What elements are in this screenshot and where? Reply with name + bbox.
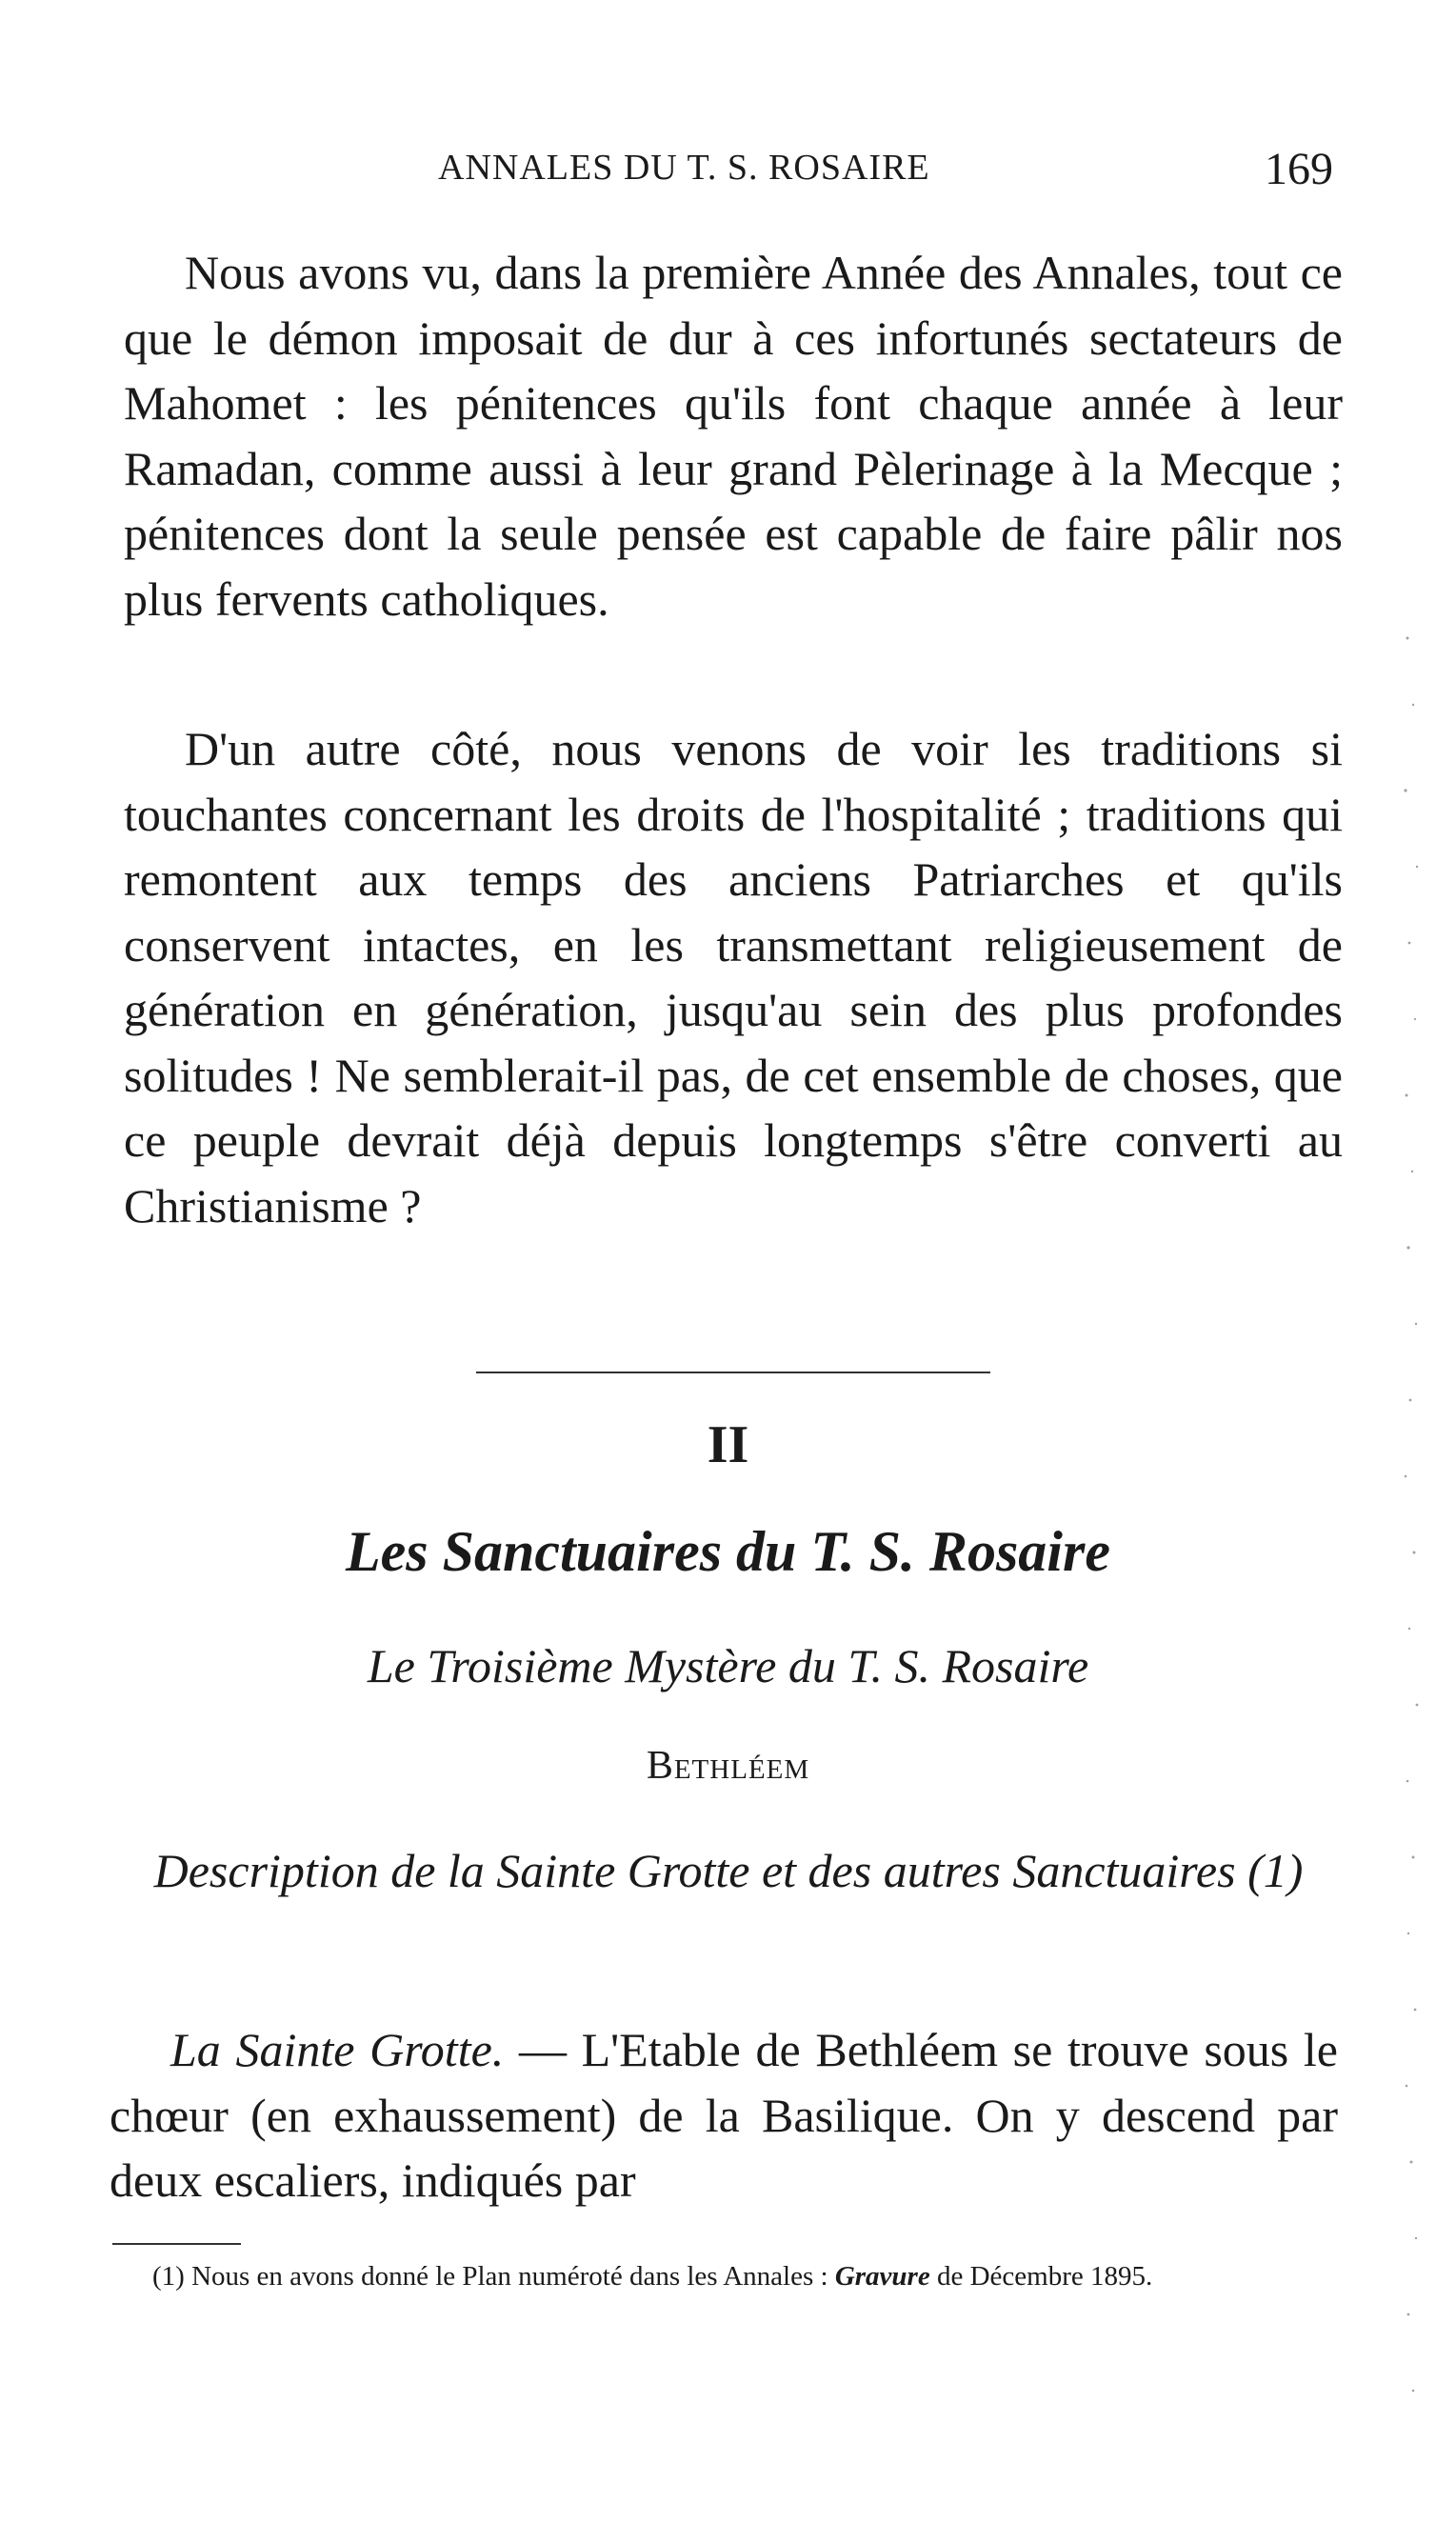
place-heading: Bethléem <box>646 1744 810 1788</box>
paragraph-3-lead: La Sainte Grotte. <box>170 2023 505 2076</box>
footnote-text: (1) Nous en avons donné le Plan numéroté dans les Annales : <box>152 2261 835 2292</box>
paragraph-2: D'un autre côté, nous venons de voir les traditions si touchantes concernant les droits de l'hospitalité ; traditions qui remontent aux temps des anciens Patriarches et qu'ils conservent intactes, en les transmettant religieusement de génération en génération, jusqu'au sein des plus profondes solitudes ! Ne semblerait-il pas, de cet ensemble de choses, que ce peuple devrait déjà depuis longtemps s'être converti au Christianisme ? <box>124 722 1343 1232</box>
description-heading: Description de la Sainte Grotte et des autres Sanctuaires (1) <box>153 1844 1304 1897</box>
page-number: 169 <box>1265 144 1333 194</box>
footnote-gravure: Gravure <box>834 2261 930 2292</box>
running-head <box>438 143 1333 200</box>
footnote-rule <box>112 2243 241 2245</box>
section-title: Les Sanctuaires du T. S. Rosaire <box>346 1520 1110 1583</box>
section-divider <box>476 1372 990 1373</box>
running-title: ANNALES DU T. S. ROSAIRE <box>438 148 930 188</box>
footnote <box>112 2257 1341 2295</box>
section-number: II <box>707 1415 749 1474</box>
section-subtitle: Le Troisième Mystère du T. S. Rosaire <box>367 1639 1089 1692</box>
footnote-rest: de Décembre 1895. <box>929 2261 1153 2292</box>
paragraph-3-text: — L'Etable de Bethléem se trouve sous le chœur (en exhaussement) de la Basilique. On y descend par deux escaliers, indiqués par <box>110 2023 1338 2207</box>
paragraph-1: Nous avons vu, dans la première Année des Annales, tout ce que le démon imposait de dur à ces infortunés sectateurs de Mahomet : les pénitences qu'ils font chaque année à leur Ramadan, comme aussi à leur grand Pèlerinage à la Mecque ; pénitences dont la seule pensée est capable de faire pâlir nos plus fervents catholiques. <box>124 246 1343 626</box>
margin-speckle-decoration <box>1400 619 1428 2429</box>
paragraph-3 <box>110 2017 1338 2213</box>
